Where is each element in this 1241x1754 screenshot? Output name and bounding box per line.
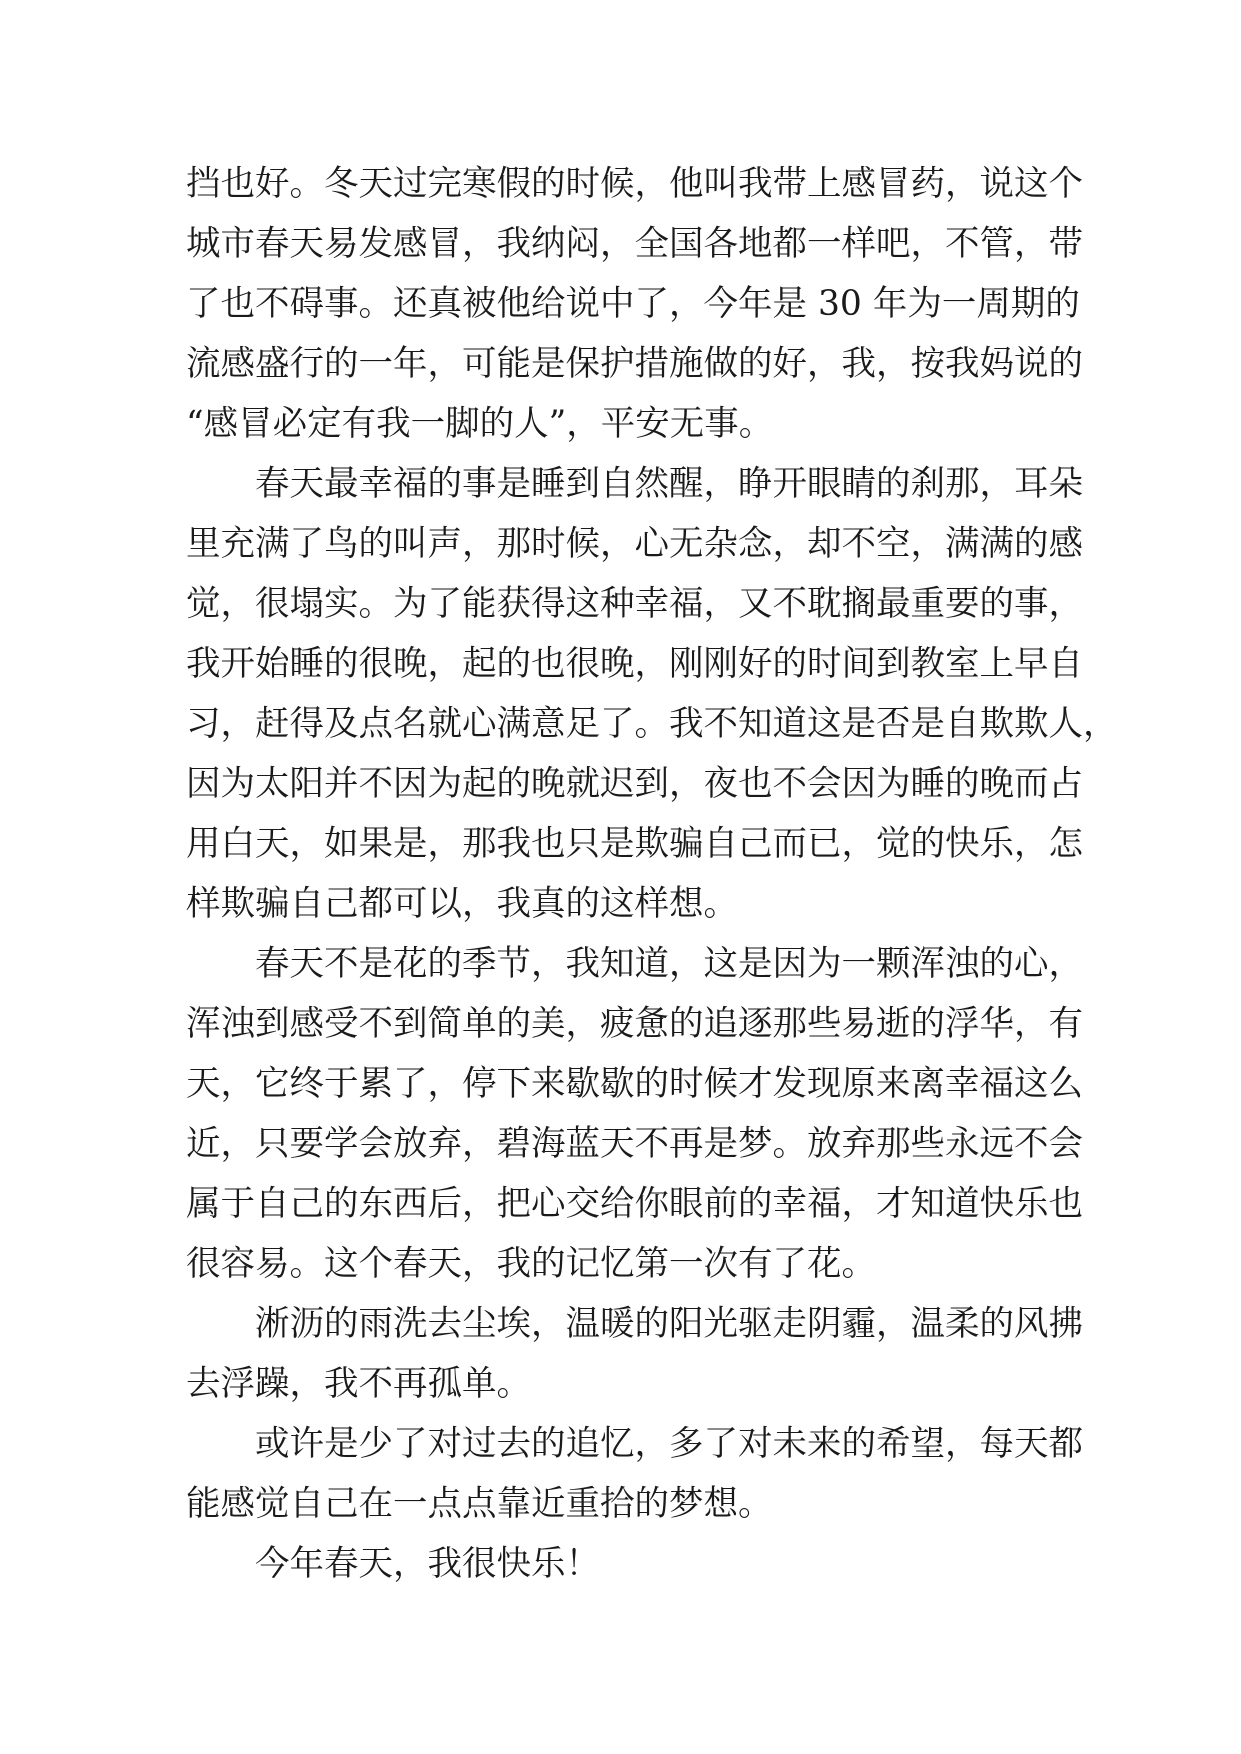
text-line: 近，只要学会放弃，碧海蓝天不再是梦。放弃那些永远不会 (186, 1124, 1083, 1164)
text-line: 用白天，如果是，那我也只是欺骗自己而已，觉的快乐，怎 (186, 824, 1083, 864)
text-line: 里充满了鸟的叫声，那时候，心无杂念，却不空，满满的感 (186, 524, 1083, 564)
text-line: 春天不是花的季节，我知道，这是因为一颗浑浊的心， (255, 944, 1083, 984)
text-line: 属于自己的东西后，把心交给你眼前的幸福，才知道快乐也 (186, 1184, 1083, 1224)
paragraph-5 (186, 1414, 1083, 1534)
text-line: 淅沥的雨洗去尘埃，温暖的阳光驱走阴霾，温柔的风拂 (255, 1304, 1083, 1344)
text-line: 今年春天，我很快乐！ (255, 1544, 600, 1584)
paragraph-4 (186, 1294, 1083, 1414)
text-line: 天，它终于累了，停下来歇歇的时候才发现原来离幸福这么 (186, 1064, 1083, 1104)
text-line: 或许是少了对过去的追忆，多了对未来的希望，每天都 (255, 1424, 1083, 1464)
paragraph-2 (186, 454, 1118, 934)
text-line: 样欺骗自己都可以，我真的这样想。 (186, 884, 738, 924)
text-line: 能感觉自己在一点点靠近重拾的梦想。 (186, 1484, 773, 1524)
text-line: 流感盛行的一年，可能是保护措施做的好，我，按我妈说的 (186, 344, 1083, 384)
text-line: 了也不碍事。还真被他给说中了，今年是 30 年为一周期的 (186, 284, 1080, 324)
text-line: 习，赶得及点名就心满意足了。我不知道这是否是自欺欺人， (186, 704, 1118, 744)
text-line: 城市春天易发感冒，我纳闷，全国各地都一样吧，不管，带 (186, 224, 1083, 264)
text-line: 浑浊到感受不到简单的美，疲惫的追逐那些易逝的浮华，有 (186, 1004, 1083, 1044)
paragraph-1 (186, 154, 1083, 454)
text-line: 因为太阳并不因为起的晚就迟到，夜也不会因为睡的晚而占 (186, 764, 1083, 804)
text-line: 很容易。这个春天，我的记忆第一次有了花。 (186, 1244, 876, 1284)
text-line: “感冒必定有我一脚的人”，平安无事。 (186, 404, 774, 444)
text-line: 挡也好。冬天过完寒假的时候，他叫我带上感冒药，说这个 (186, 164, 1083, 204)
text-line: 我开始睡的很晚，起的也很晚，刚刚好的时间到教室上早自 (186, 644, 1083, 684)
text-line: 去浮躁，我不再孤单。 (186, 1364, 531, 1404)
article-body (186, 154, 1118, 1594)
text-line: 春天最幸福的事是睡到自然醒，睁开眼睛的刹那，耳朵 (255, 464, 1083, 504)
paragraph-6 (186, 1534, 1056, 1594)
paragraph-3 (186, 934, 1083, 1294)
text-line: 觉，很塌实。为了能获得这种幸福，又不耽搁最重要的事， (186, 584, 1083, 624)
